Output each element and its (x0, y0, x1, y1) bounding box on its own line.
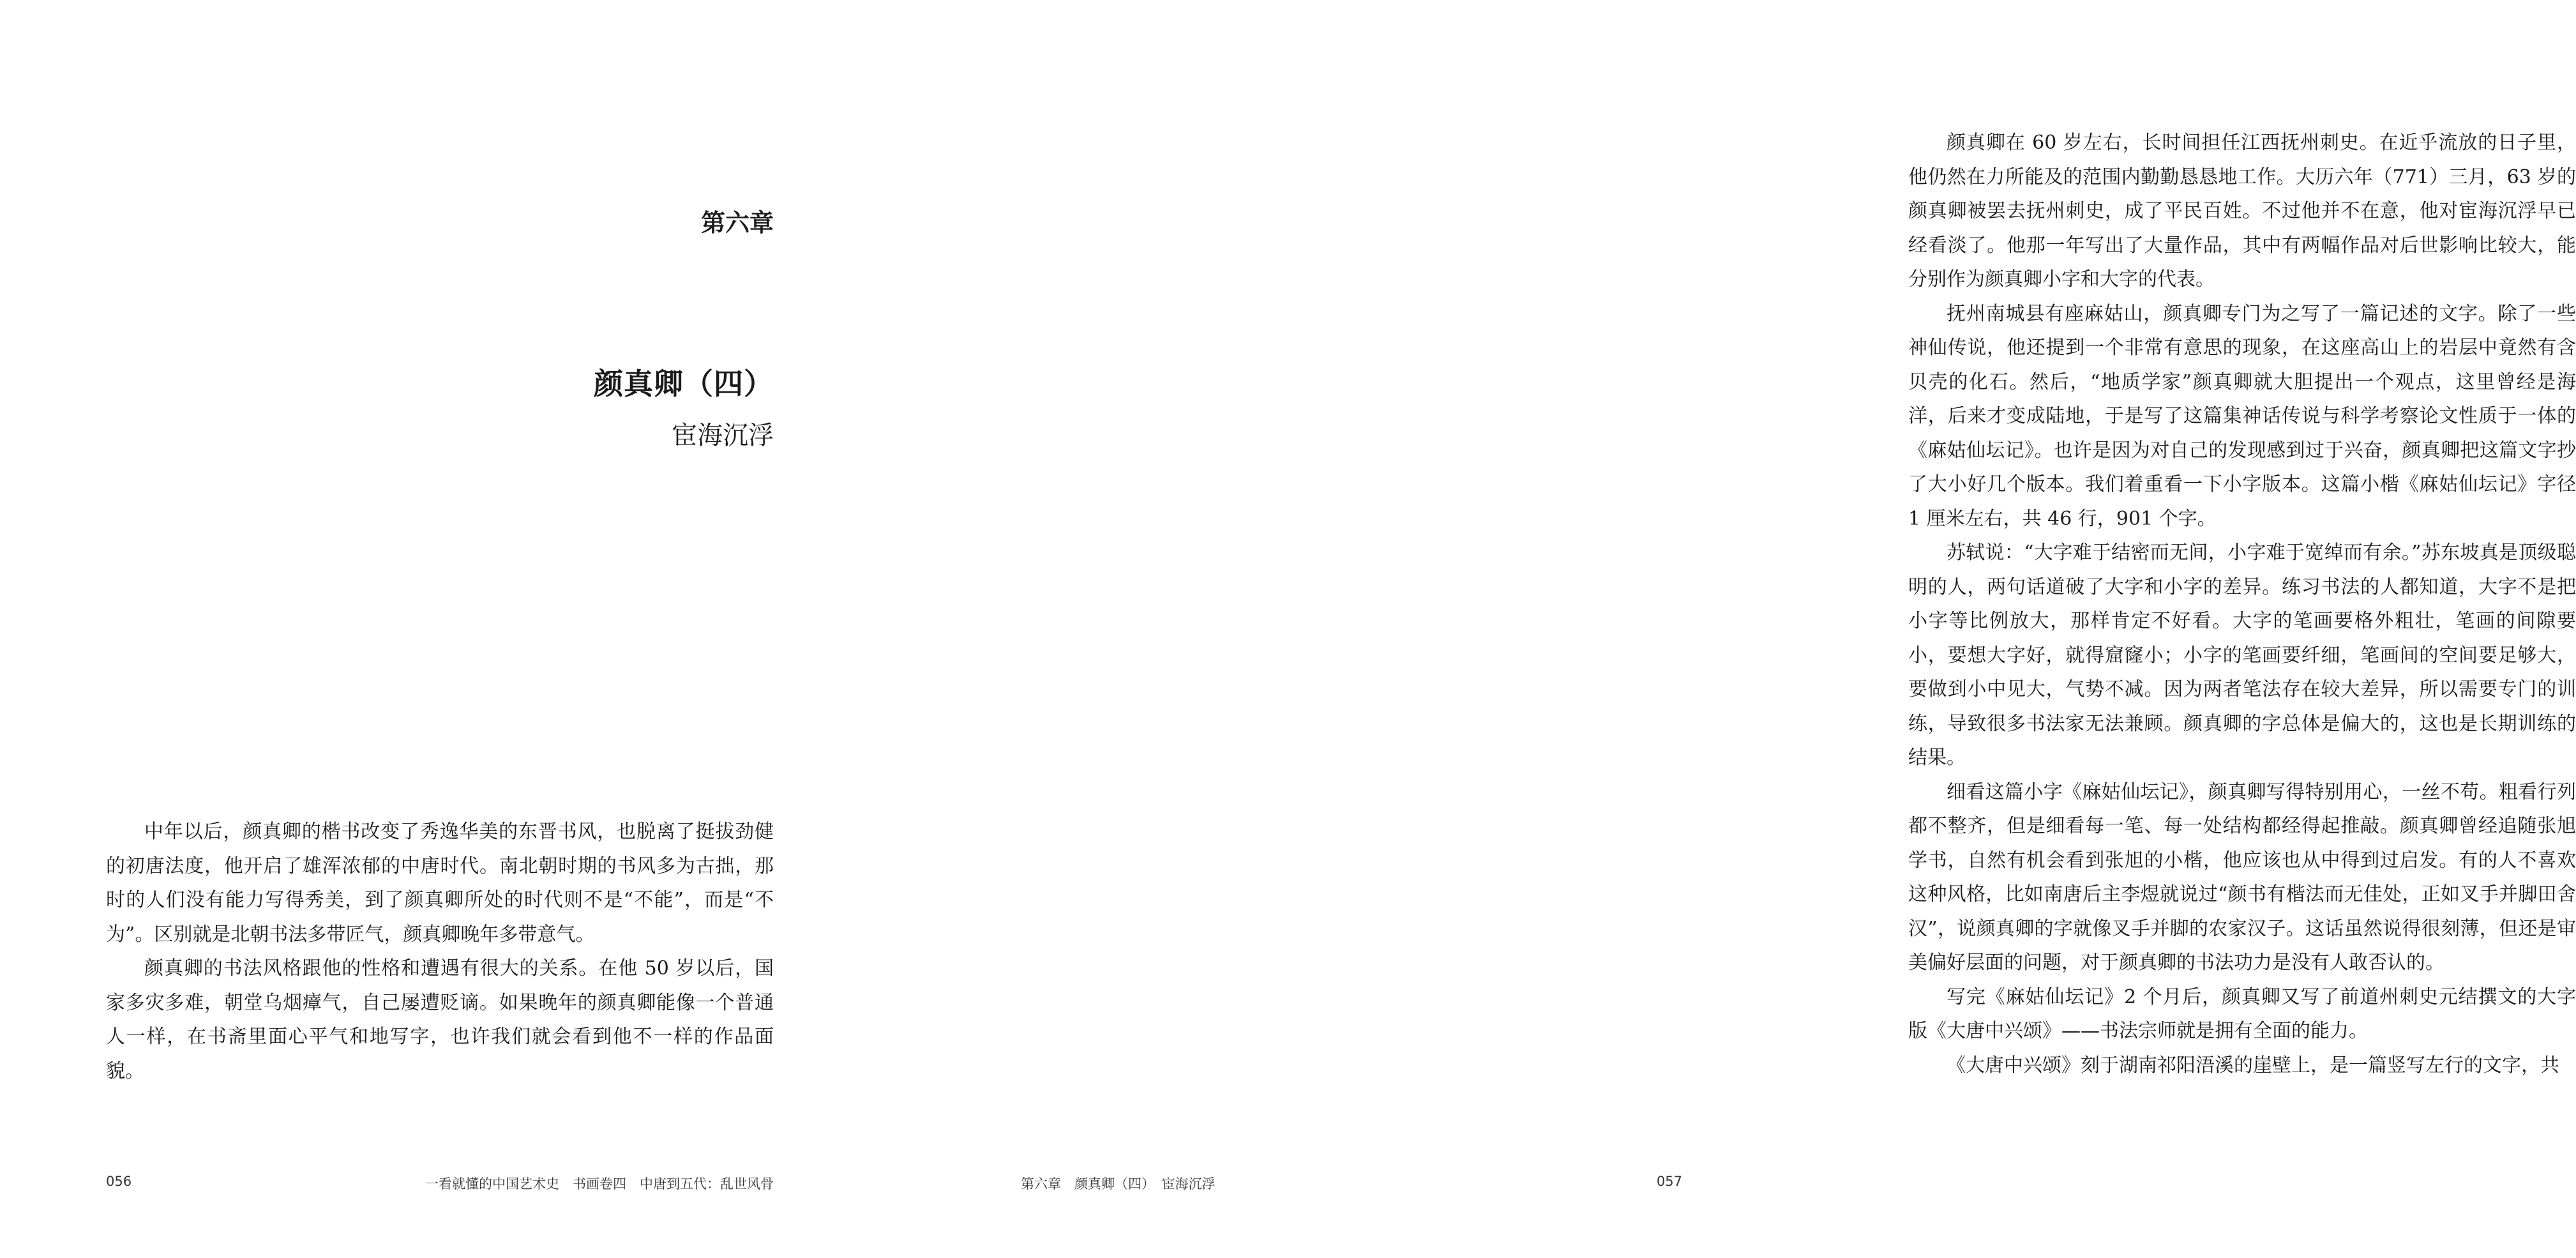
page-number: 056 (106, 1174, 132, 1189)
right-body-text (1908, 126, 2576, 1082)
paragraph: 颜真卿在 60 岁左右，长时间担任江西抚州刺史。在近乎流放的日子里，他仍然在力所能及的范围内勤勤恳恳地工作。大历六年（771）三月，63 岁的颜真卿被罢去抚州刺史，成了平民百姓。不过他并不在意，他对宦海沉浮早已经看淡了。他那一年写出了大量作品，其中有两幅作品对后世影响比较大，能分别作为颜真卿小字和大字的代表。 (1908, 132, 2576, 291)
chapter-title: 颜真卿（四） (594, 367, 774, 401)
paragraph: 《大唐中兴颂》刻于湖南祁阳浯溪的崖壁上，是一篇竖写左行的文字，共 (1947, 1054, 2559, 1077)
right-page (887, 0, 2576, 1258)
paragraph: 细看这篇小字《麻姑仙坛记》，颜真卿写得特别用心，一丝不苟。粗看行列都不整齐，但是细看每一笔、每一处结构都经得起推敲。颜真卿曾经追随张旭学书，自然有机会看到张旭的小楷，他应该也从中得到过启发。有的人不喜欢这种风格，比如南唐后主李煜就说过“颜书有楷法而无佳处，正如叉手并脚田舍汉”，说颜真卿的字就像叉手并脚的农家汉子。这话虽然说得很刻薄，但还是审美偏好层面的问题，对于颜真卿的书法功力是没有人敢否认的。 (1908, 780, 2576, 974)
left-body-text (106, 815, 774, 1088)
chapter-subtitle: 宦海沉浮 (672, 421, 774, 450)
paragraph: 中年以后，颜真卿的楷书改变了秀逸华美的东晋书风，也脱离了挺拔劲健的初唐法度，他开启了雄浑浓郁的中唐时代。南北朝时期的书风多为古拙，那时的人们没有能力写得秀美，到了颜真卿所处的时代则不是“不能”，而是“不为”。区别就是北朝书法多带匠气，颜真卿晚年多带意气。 (106, 821, 774, 946)
paragraph: 颜真卿的书法风格跟他的性格和遭遇有很大的关系。在他 50 岁以后，国家多灾多难，朝堂乌烟瘴气，自己屡遭贬谪。如果晚年的颜真卿能像一个普通人一样，在书斋里面心平气和地写字，也许我们就会看到他不一样的作品面貌。 (106, 957, 774, 1082)
paragraph: 写完《麻姑仙坛记》2 个月后，颜真卿又写了前道州刺史元结撰文的大字版《大唐中兴颂》——书法宗师就是拥有全面的能力。 (1908, 985, 2576, 1042)
left-page (0, 0, 887, 1258)
running-title: 一看就懂的中国艺术史 书画卷四 中唐到五代：乱世风骨 (425, 1176, 774, 1192)
running-title: 第六章 颜真卿（四） 宦海沉浮 (1021, 1176, 1216, 1192)
paragraph: 苏轼说：“大字难于结密而无间，小字难于宽绰而有余。”苏东坡真是顶级聪明的人，两句话道破了大字和小字的差异。练习书法的人都知道，大字不是把小字等比例放大，那样肯定不好看。大字的笔画要格外粗壮，笔画的间隙要小，要想大字好，就得窟窿小；小字的笔画要纤细，笔画间的空间要足够大，要做到小中见大，气势不减。因为两者笔法存在较大差异，所以需要专门的训练，导致很多书法家无法兼顾。颜真卿的字总体是偏大的，这也是长期训练的结果。 (1908, 542, 2576, 769)
chapter-label: 第六章 (700, 209, 774, 237)
paragraph: 抚州南城县有座麻姑山，颜真卿专门为之写了一篇记述的文字。除了一些神仙传说，他还提到一个非常有意思的现象，在这座高山上的岩层中竟然有含贝壳的化石。然后，“地质学家”颜真卿就大胆提出一个观点，这里曾经是海洋，后来才变成陆地，于是写了这篇集神话传说与科学考察论文性质于一体的《麻姑仙坛记》。也许是因为对自己的发现感到过于兴奋，颜真卿把这篇文字抄了大小好几个版本。我们着重看一下小字版本。这篇小楷《麻姑仙坛记》字径 1 厘米左右，共 46 行，901 个字。 (1908, 302, 2576, 530)
page-number: 057 (1656, 1174, 1682, 1189)
